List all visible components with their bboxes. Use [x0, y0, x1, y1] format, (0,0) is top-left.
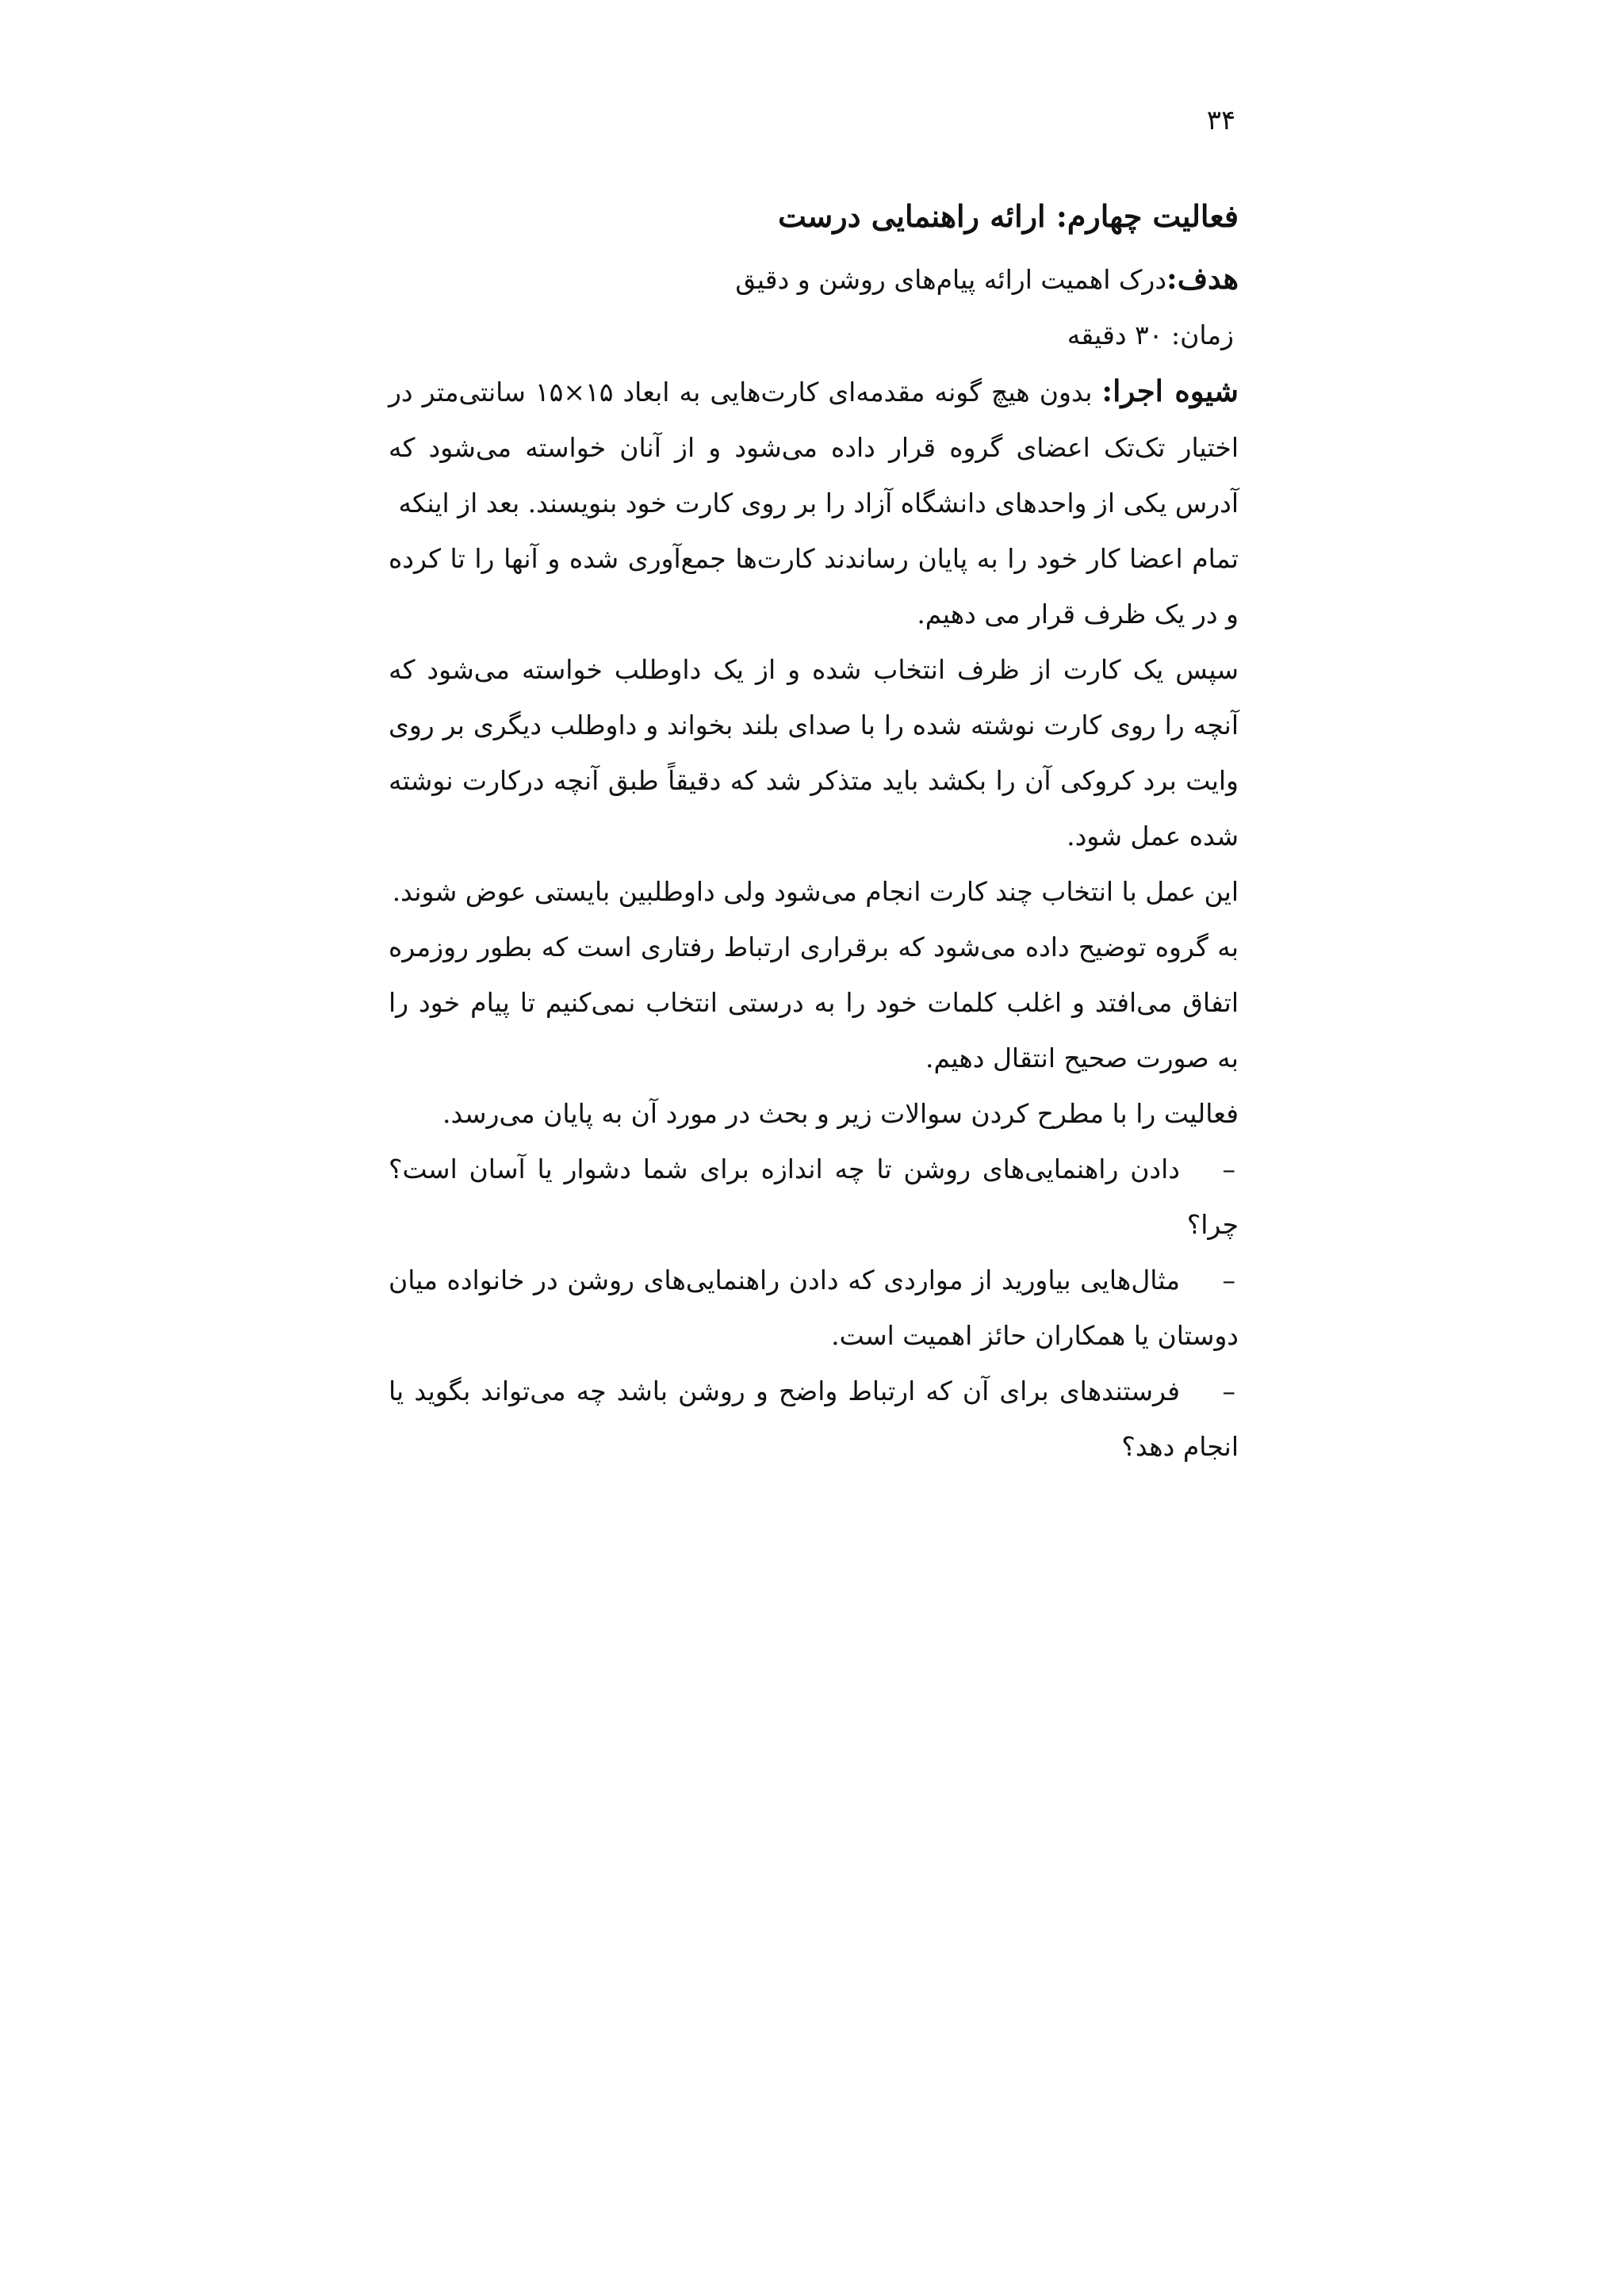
- time-line: زمان: ۳۰ دقیقه: [1067, 320, 1234, 350]
- dash-bullet: –: [1222, 1265, 1235, 1295]
- page-number: ۳۴: [1206, 105, 1236, 136]
- question-item: [389, 1253, 1239, 1364]
- activity-title: فعالیت چهارم: ارائه راهنمایی درست: [778, 198, 1239, 234]
- question-text: دادن راهنمایی‌های روشن تا چه اندازه برای شما دشوار یا آسان است؟ چرا؟: [389, 1154, 1239, 1240]
- question-list: [389, 1142, 1239, 1475]
- goal-text: درک اهمیت ارائه پیام‌های روشن و دقیق: [735, 264, 1167, 295]
- paragraph: به گروه توضیح داده می‌شود که برقراری ارتباط رفتاری است که بطور روزمره اتفاق می‌افتد و اغلب کلمات خود را به درستی انتخاب نمی‌کنیم تا پیام خود را به صورت صحیح انتقال دهیم.: [389, 932, 1239, 1073]
- goal-label: هدف:: [1166, 261, 1239, 296]
- goal-line: [389, 251, 1239, 308]
- dash-bullet: –: [1222, 1154, 1235, 1184]
- question-item: [389, 1364, 1239, 1475]
- paragraph: این عمل با انتخاب چند کارت انجام می‌شود ولی داوطلبین بایستی عوض شوند.: [392, 876, 1239, 907]
- dash-bullet: –: [1222, 1376, 1235, 1406]
- question-text: مثال‌هایی بیاورید از مواردی که دادن راهنمایی‌های روشن در خانواده میان دوستان یا همکاران حائز اهمیت است.: [389, 1265, 1239, 1351]
- method-text: بدون هیچ گونه مقدمه‌ای کارت‌هایی به ابعاد ۱۵×۱۵ سانتی‌متر در اختیار تک‌تک اعضای گروه قرار داده می‌شود و از آنان خواسته می‌شود که آدرس یکی از واحدهای دانشگاه آزاد را بر روی کارت خود بنویسند. بعد از اینکه: [389, 377, 1239, 519]
- question-item: [389, 1142, 1239, 1253]
- document-body: [389, 189, 1239, 1475]
- method-paragraph: [389, 363, 1239, 531]
- paragraph: فعالیت را با مطرح کردن سوالات زیر و بحث در مورد آن به پایان می‌رسد.: [442, 1098, 1239, 1129]
- question-text: فرستندهای برای آن که ارتباط واضح و روشن باشد چه می‌تواند بگوید یا انجام دهد؟: [389, 1376, 1239, 1462]
- paragraph: تمام اعضا کار خود را به پایان رساندند کارت‌ها جمع‌آوری شده و آنها را تا کرده و در یک ظرف قرار می دهیم.: [389, 543, 1239, 629]
- method-label: شیوه اجرا:: [1101, 373, 1239, 408]
- paragraph: سپس یک کارت از ظرف انتخاب شده و از یک داوطلب خواسته می‌شود که آنچه را روی کارت نوشته شده را با صدای بلند بخواند و داوطلب دیگری بر روی وایت برد کروکی آن را بکشد باید متذکر شد که دقیقاً طبق آنچه درکارت نوشته شده عمل شود.: [389, 654, 1239, 851]
